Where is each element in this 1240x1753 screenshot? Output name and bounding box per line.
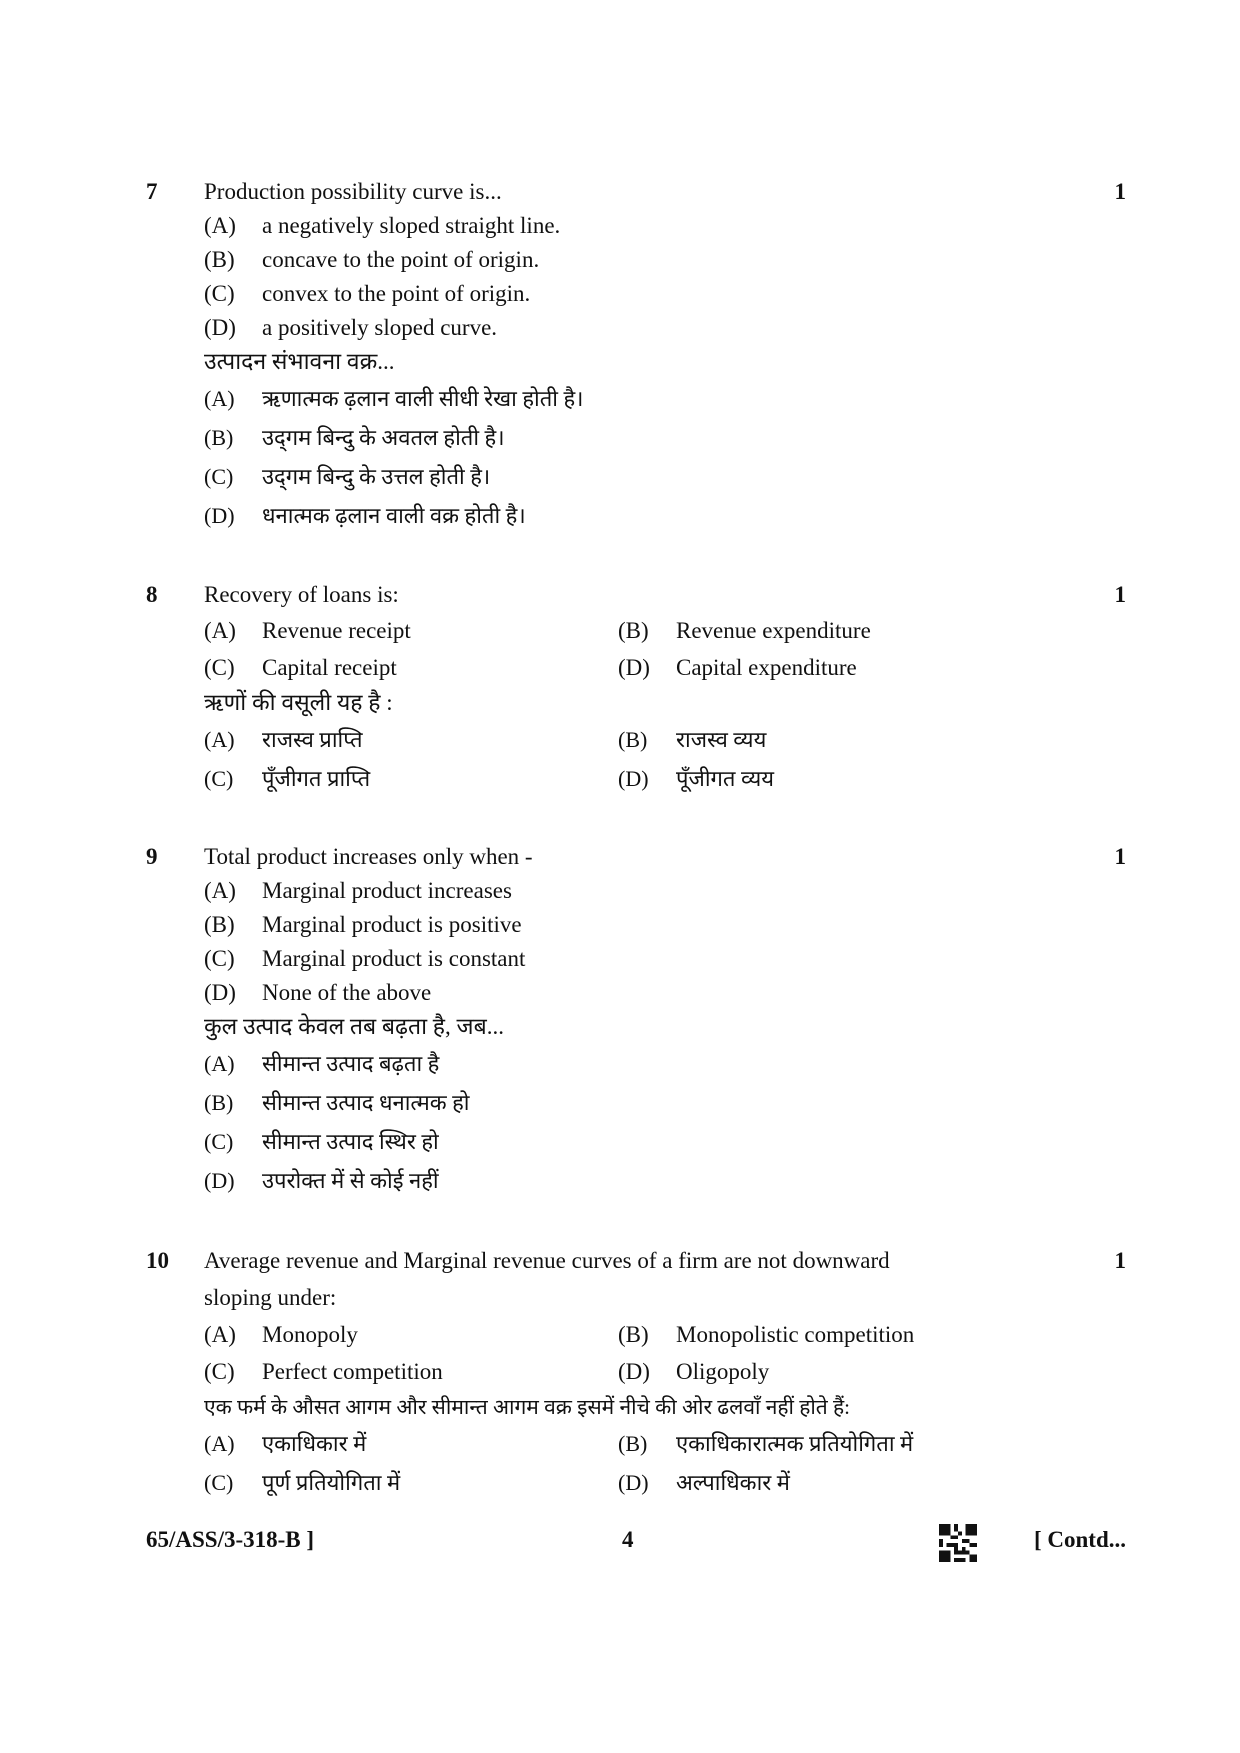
option-c-en: (C) convex to the point of origin. xyxy=(204,281,531,306)
option-c-hi: (C) पूर्ण प्रतियोगिता में xyxy=(204,1470,401,1495)
option-d-en: (D) None of the above xyxy=(204,980,432,1005)
question-text-en: Total product increases only when - xyxy=(204,844,533,869)
option-d-hi: (D) धनात्मक ढ़लान वाली वक्र होती है। xyxy=(204,503,526,528)
option-c-hi: (C) उद्‌गम बिन्दु के उत्तल होती है। xyxy=(204,464,491,489)
question-7 xyxy=(146,175,1126,535)
marks: 1 xyxy=(1114,179,1126,204)
option-d-hi: (D) पूँजीगत व्यय xyxy=(618,766,774,791)
paper-code: 65/ASS/3-318-B ] xyxy=(146,1527,315,1552)
option-d-en: (D) Capital expenditure xyxy=(618,655,857,680)
option-c-en: (C) Marginal product is constant xyxy=(204,946,526,971)
option-a-hi: (A) एकाधिकार में xyxy=(204,1431,367,1456)
option-a-hi: (A) राजस्व प्राप्ति xyxy=(204,727,363,752)
option-b-hi: (B) सीमान्त उत्पाद धनात्मक हो xyxy=(204,1090,470,1115)
option-a-hi: (A) ऋणात्मक ढ़लान वाली सीधी रेखा होती है। xyxy=(204,386,584,411)
page-footer xyxy=(146,1520,1126,1560)
option-a-en: (A) Marginal product increases xyxy=(204,878,512,903)
question-text-en: Production possibility curve is... xyxy=(204,179,502,204)
page-number: 4 xyxy=(622,1527,634,1552)
option-b-en: (B) concave to the point of origin. xyxy=(204,247,540,272)
option-b-en: (B) Marginal product is positive xyxy=(204,912,522,937)
question-8 xyxy=(146,578,1126,798)
option-a-hi: (A) सीमान्त उत्पाद बढ़ता है xyxy=(204,1051,440,1076)
option-c-en: (C) Capital receipt xyxy=(204,655,397,680)
option-c-hi: (C) पूँजीगत प्राप्ति xyxy=(204,766,371,791)
marks: 1 xyxy=(1114,844,1126,869)
option-d-hi: (D) अल्पाधिकार में xyxy=(618,1470,790,1495)
option-b-en: (B) Monopolistic competition xyxy=(618,1322,915,1347)
question-text-en-line1: Average revenue and Marginal revenue curves of a firm are not downward xyxy=(204,1248,890,1273)
question-text-hi: उत्पादन संभावना वक्र... xyxy=(204,349,395,374)
option-b-en: (B) Revenue expenditure xyxy=(618,618,871,643)
question-number: 9 xyxy=(146,844,158,869)
question-text-en-line2: sloping under: xyxy=(204,1285,337,1310)
qr-code-icon xyxy=(939,1524,977,1562)
option-d-en: (D) Oligopoly xyxy=(618,1359,770,1384)
question-text-en: Recovery of loans is: xyxy=(204,582,399,607)
question-number: 10 xyxy=(146,1248,169,1273)
option-c-en: (C) Perfect competition xyxy=(204,1359,443,1384)
option-d-en: (D) a positively sloped curve. xyxy=(204,315,498,340)
marks: 1 xyxy=(1114,1248,1126,1273)
question-number: 7 xyxy=(146,179,158,204)
option-a-en: (A) Revenue receipt xyxy=(204,618,411,643)
option-b-hi: (B) उद्‌गम बिन्दु के अवतल होती है। xyxy=(204,425,505,450)
option-b-hi: (B) राजस्व व्यय xyxy=(618,727,767,752)
option-d-hi: (D) उपरोक्त में से कोई नहीं xyxy=(204,1168,439,1193)
question-9 xyxy=(146,840,1126,1200)
question-10 xyxy=(146,1242,1126,1502)
continued-label: [ Contd... xyxy=(1033,1527,1126,1552)
option-a-en: (A) a negatively sloped straight line. xyxy=(204,213,561,238)
question-text-hi: कुल उत्पाद केवल तब बढ़ता है, जब... xyxy=(204,1014,504,1039)
question-text-hi: एक फर्म के औसत आगम और सीमान्त आगम वक्र इसमें नीचे की ओर ढलवाँ नहीं होते हैं: xyxy=(204,1395,850,1419)
option-b-hi: (B) एकाधिकारात्मक प्रतियोगिता में xyxy=(618,1431,914,1456)
marks: 1 xyxy=(1114,582,1126,607)
question-number: 8 xyxy=(146,582,158,607)
option-a-en: (A) Monopoly xyxy=(204,1322,358,1347)
question-text-hi: ऋणों की वसूली यह है : xyxy=(204,690,393,715)
option-c-hi: (C) सीमान्त उत्पाद स्थिर हो xyxy=(204,1129,439,1154)
